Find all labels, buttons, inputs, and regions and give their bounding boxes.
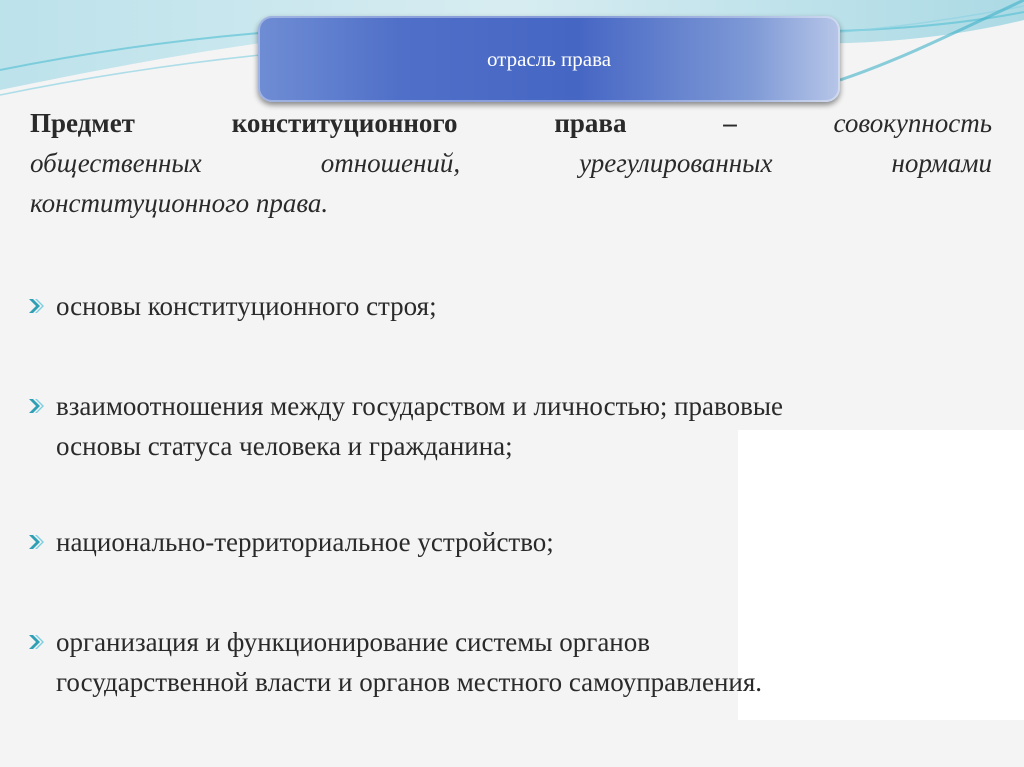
intro-line-2	[30, 143, 992, 183]
chevron-arrow-icon	[26, 532, 46, 552]
bullet-text	[56, 522, 1006, 562]
intro-word: конституционного права.	[30, 188, 329, 218]
intro-word: права	[554, 108, 627, 138]
bullet-line: национально-территориальное устройство;	[56, 527, 554, 557]
bullet-line: основы конституционного строя;	[56, 291, 437, 321]
bullet-line: основы статуса человека и гражданина;	[56, 431, 513, 461]
title-banner	[258, 16, 840, 102]
intro-word: конституционного	[231, 108, 458, 138]
intro-line-3	[30, 183, 992, 223]
bullet-line: государственной власти и органов местного самоуправления.	[56, 667, 763, 697]
bullet-text	[56, 622, 1006, 702]
bullet-text	[56, 286, 1006, 326]
intro-word: –	[723, 108, 737, 138]
bullet-item	[26, 386, 1006, 466]
intro-word: общественных	[30, 148, 202, 178]
chevron-arrow-icon	[26, 396, 46, 416]
intro-line-1	[30, 103, 992, 143]
page-title: отрасль права	[486, 46, 612, 71]
bullet-text	[56, 386, 1006, 466]
bullet-item	[26, 286, 1006, 326]
chevron-arrow-icon	[26, 632, 46, 652]
intro-word: совокупность	[833, 108, 992, 138]
bullet-item	[26, 622, 1006, 702]
bullet-line: организация и функционирование системы органов	[56, 627, 650, 657]
bullet-line: взаимоотношения между государством и личностью; правовые	[56, 391, 783, 421]
chevron-arrow-icon	[26, 296, 46, 316]
intro-word: отношений,	[320, 148, 461, 178]
intro-word: Предмет	[30, 108, 135, 138]
intro-word: урегулированных	[579, 148, 773, 178]
intro-paragraph	[30, 103, 992, 223]
bullet-item	[26, 522, 1006, 562]
intro-word: нормами	[891, 148, 992, 178]
